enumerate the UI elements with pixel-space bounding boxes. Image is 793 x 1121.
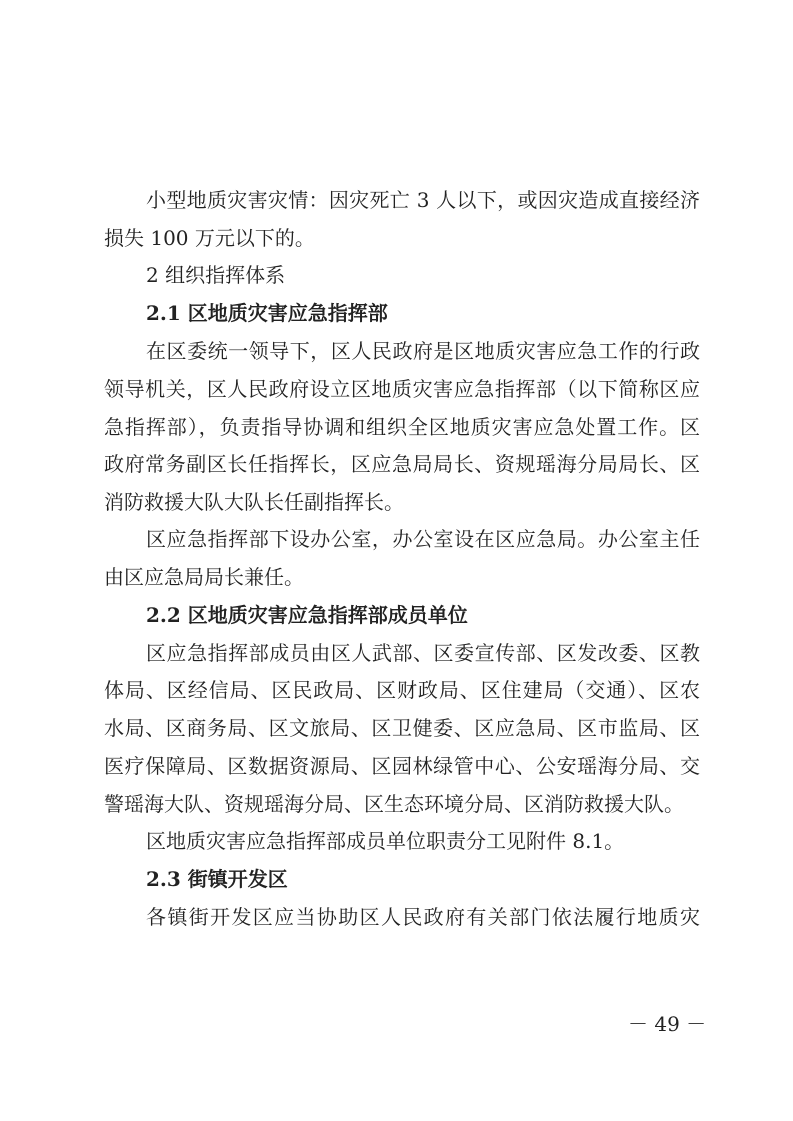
page-number: － 49 － xyxy=(628,1012,707,1036)
section-heading: 2 组织指挥体系 xyxy=(146,263,286,287)
subsection-heading: 2.2 区地质灾害应急指挥部成员单位 xyxy=(146,603,468,627)
paragraph-line: 损失 100 万元以下的。 xyxy=(104,226,315,250)
paragraph-line: 急指挥部），负责指导协调和组织全区地质灾害应急处置工作。区 xyxy=(104,415,700,439)
subsection-heading: 2.3 街镇开发区 xyxy=(146,867,288,891)
paragraph-line: 领导机关，区人民政府设立区地质灾害应急指挥部（以下简称区应 xyxy=(104,377,700,401)
paragraph-line: 体局、区经信局、区民政局、区财政局、区住建局（交通）、区农 xyxy=(104,678,700,702)
paragraph-line: 区应急指挥部成员由区人武部、区委宣传部、区发改委、区教 xyxy=(146,641,700,665)
paragraph-line: 水局、区商务局、区文旅局、区卫健委、区应急局、区市监局、区 xyxy=(104,716,700,740)
paragraph-line: 政府常务副区长任指挥长，区应急局局长、资规瑶海分局局长、区 xyxy=(104,452,700,476)
paragraph-line: 区应急指挥部下设办公室，办公室设在区应急局。办公室主任 xyxy=(146,527,700,551)
paragraph-line: 各镇街开发区应当协助区人民政府有关部门依法履行地质灾 xyxy=(146,905,700,929)
paragraph-line: 区地质灾害应急指挥部成员单位职责分工见附件 8.1。 xyxy=(146,829,625,853)
subsection-heading: 2.1 区地质灾害应急指挥部 xyxy=(146,301,388,325)
paragraph-line: 由区应急局局长兼任。 xyxy=(104,565,304,589)
paragraph-line: 小型地质灾害灾情：因灾死亡 3 人以下，或因灾造成直接经济 xyxy=(146,188,700,212)
paragraph-line: 警瑶海大队、资规瑶海分局、区生态环境分局、区消防救援大队。 xyxy=(104,792,684,816)
paragraph-line: 消防救援大队大队长任副指挥长。 xyxy=(104,490,404,514)
paragraph-line: 在区委统一领导下，区人民政府是区地质灾害应急工作的行政 xyxy=(146,339,700,363)
paragraph-line: 医疗保障局、区数据资源局、区园林绿管中心、公安瑶海分局、交 xyxy=(104,754,700,778)
